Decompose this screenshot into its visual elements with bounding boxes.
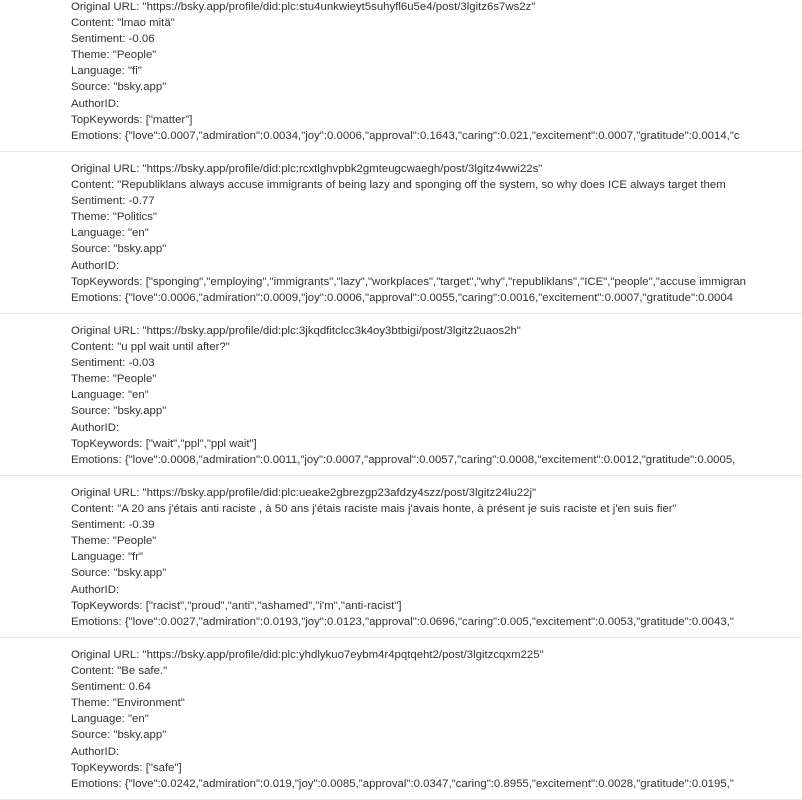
- record-emotions: Emotions: {"love":0.0006,"admiration":0.0009,"joy":0.0006,"approval":0.0055,"caring":0.0016,"excitement":0.0007,"gratitude":0.0004: [71, 291, 734, 304]
- record-theme: Theme: "People": [71, 373, 157, 386]
- record-author: AuthorID:: [71, 421, 120, 434]
- record-sentiment: Sentiment: -0.06: [71, 33, 155, 46]
- record-url[interactable]: Original URL: "https://bsky.app/profile/did:plc:rcxtlghvpbk2gmteugcwaegh/post/3lgitz4wwi22s": [71, 163, 543, 175]
- record-source: Source: "bsky.app": [71, 567, 167, 580]
- record-item: [0, 0, 802, 152]
- record-url[interactable]: Original URL: "https://bsky.app/profile/did:plc:ueake2gbrezgp23afdzy4szz/post/3lgitz24lu22j": [71, 487, 537, 499]
- record-keywords: TopKeywords: ["wait","ppl","ppl wait"]: [71, 437, 257, 450]
- record-keywords: TopKeywords: ["sponging","employing","immigrants","lazy","workplaces","target","why","republiklans","ICE","people","accuse immigran: [71, 275, 746, 288]
- record-item: [0, 152, 802, 314]
- record-content: Content: "Republiklans always accuse immigrants of being lazy and sponging off the system, so why does ICE always target them: [71, 179, 726, 192]
- record-theme: Theme: "Politics": [71, 211, 157, 224]
- record-content: Content: "lmao mitä": [71, 17, 175, 30]
- record-source: Source: "bsky.app": [71, 243, 167, 256]
- record-language: Language: "en": [71, 227, 149, 240]
- record-url[interactable]: Original URL: "https://bsky.app/profile/did:plc:yhdlykuo7eybm4r4pqtqeht2/post/3lgitzcqxm225": [71, 649, 544, 661]
- record-url[interactable]: Original URL: "https://bsky.app/profile/did:plc:stu4unkwieyt5suhyfl6u5e4/post/3lgitz6s7ws2z": [71, 1, 536, 13]
- record-language: Language: "fr": [71, 551, 144, 564]
- record-keywords: TopKeywords: ["racist","proud","anti","ashamed","i'm","anti-racist"]: [71, 599, 402, 612]
- record-theme: Theme: "People": [71, 49, 157, 62]
- record-sentiment: Sentiment: 0.64: [71, 681, 151, 694]
- record-keywords: TopKeywords: ["matter"]: [71, 113, 193, 126]
- record-author: AuthorID:: [71, 745, 120, 758]
- record-content: Content: "u ppl wait until after?": [71, 341, 230, 354]
- record-source: Source: "bsky.app": [71, 405, 167, 418]
- record-author: AuthorID:: [71, 97, 120, 110]
- record-item: [0, 638, 802, 800]
- record-sentiment: Sentiment: -0.39: [71, 519, 155, 532]
- record-emotions: Emotions: {"love":0.0027,"admiration":0.0193,"joy":0.0123,"approval":0.0696,"caring":0.005,"excitement":0.0053,"gratitude":0.0043,": [71, 615, 734, 628]
- record-source: Source: "bsky.app": [71, 81, 167, 94]
- record-content: Content: "A 20 ans j'étais anti raciste , à 50 ans j'étais raciste mais j'avais honte, à présent je suis raciste et j'en suis fier": [71, 503, 677, 516]
- record-emotions: Emotions: {"love":0.0007,"admiration":0.0034,"joy":0.0006,"approval":0.1643,"caring":0.021,"excitement":0.0007,"gratitude":0.0014,"c: [71, 129, 740, 142]
- record-emotions: Emotions: {"love":0.0008,"admiration":0.0011,"joy":0.0007,"approval":0.0057,"caring":0.0008,"excitement":0.0012,"gratitude":0.0005,: [71, 453, 736, 466]
- record-theme: Theme: "Environment": [71, 697, 185, 710]
- record-language: Language: "en": [71, 713, 149, 726]
- record-source: Source: "bsky.app": [71, 729, 167, 742]
- record-content: Content: "Be safe.": [71, 665, 168, 678]
- record-item: [0, 314, 802, 476]
- record-language: Language: "en": [71, 389, 149, 402]
- record-keywords: TopKeywords: ["safe"]: [71, 761, 182, 774]
- record-language: Language: "fi": [71, 65, 142, 78]
- record-url[interactable]: Original URL: "https://bsky.app/profile/did:plc:3jkqdfitclcc3k4oy3btbigi/post/3lgitz2uaos2h": [71, 325, 521, 337]
- record-sentiment: Sentiment: -0.77: [71, 195, 155, 208]
- record-author: AuthorID:: [71, 259, 120, 272]
- record-item: [0, 476, 802, 638]
- record-theme: Theme: "People": [71, 535, 157, 548]
- record-author: AuthorID:: [71, 583, 120, 596]
- record-sentiment: Sentiment: -0.03: [71, 357, 155, 370]
- record-emotions: Emotions: {"love":0.0242,"admiration":0.019,"joy":0.0085,"approval":0.0347,"caring":0.8955,"excitement":0.0028,"gratitude":0.0195,": [71, 777, 734, 790]
